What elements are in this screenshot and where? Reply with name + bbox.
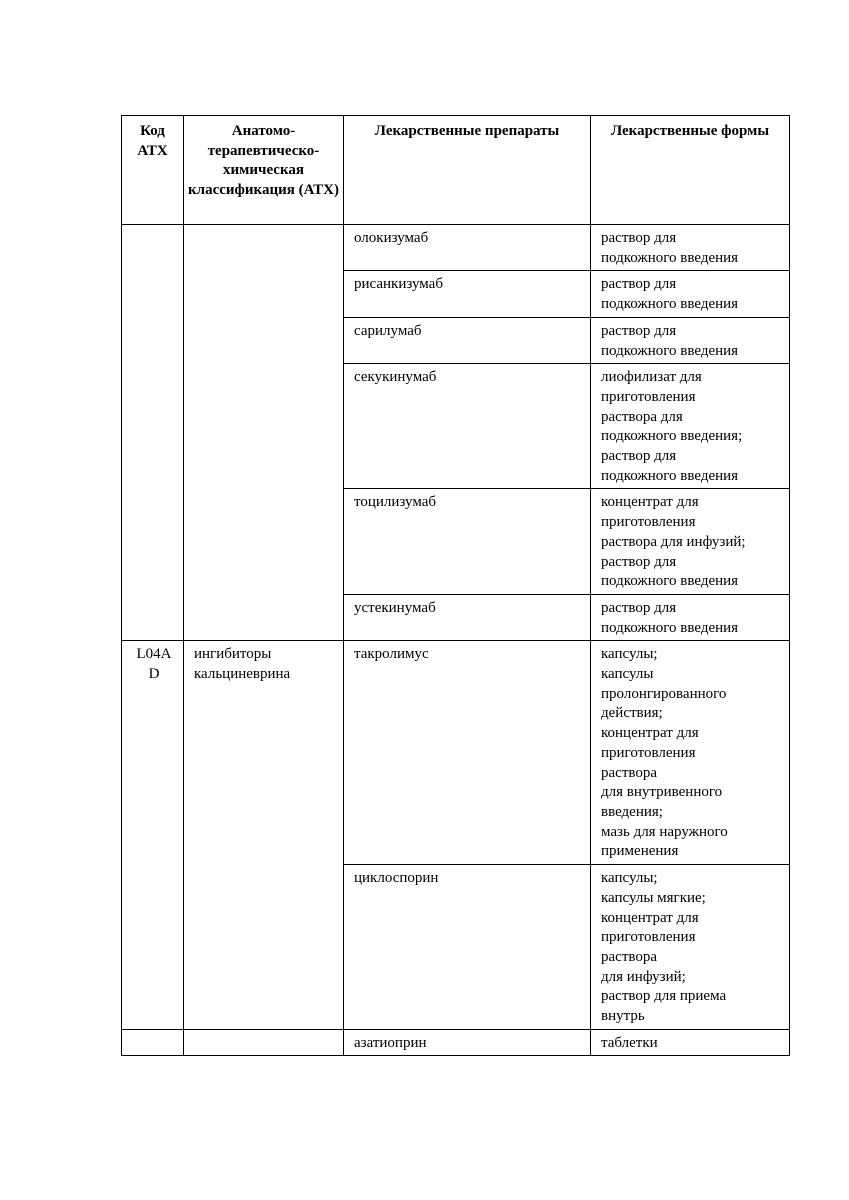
forms-cell: лиофилизат для приготовления раствора для подкожного введения; раствор для подкожного введения xyxy=(591,364,790,489)
classification-cell xyxy=(184,225,344,641)
header-classification: Анатомо-терапевтическо-химическая классификация (АТХ) xyxy=(184,116,344,225)
code-cell: L04AD xyxy=(122,641,184,1029)
drug-table xyxy=(121,115,790,1056)
table-header-row xyxy=(122,116,790,225)
drug-cell: устекинумаб xyxy=(344,594,591,640)
header-code: Код АТХ xyxy=(122,116,184,225)
forms-cell: капсулы; капсулы пролонгированного действия; концентрат для приготовления раствора для внутривенного введения; мазь для наружного применения xyxy=(591,641,790,865)
drug-cell: азатиоприн xyxy=(344,1029,591,1056)
drug-cell: сарилумаб xyxy=(344,317,591,363)
forms-cell: раствор для подкожного введения xyxy=(591,225,790,271)
drug-cell: тоцилизумаб xyxy=(344,489,591,595)
code-cell xyxy=(122,1029,184,1056)
forms-cell: концентрат для приготовления раствора для инфузий; раствор для подкожного введения xyxy=(591,489,790,595)
table-row xyxy=(122,641,790,865)
forms-cell: раствор для подкожного введения xyxy=(591,271,790,317)
classification-cell xyxy=(184,1029,344,1056)
table-row xyxy=(122,1029,790,1056)
header-drugs: Лекарственные препараты xyxy=(344,116,591,225)
forms-cell: таблетки xyxy=(591,1029,790,1056)
forms-cell: капсулы; капсулы мягкие; концентрат для приготовления раствора для инфузий; раствор для приема внутрь xyxy=(591,865,790,1030)
drug-cell: секукинумаб xyxy=(344,364,591,489)
forms-cell: раствор для подкожного введения xyxy=(591,594,790,640)
header-forms: Лекарственные формы xyxy=(591,116,790,225)
drug-cell: олокизумаб xyxy=(344,225,591,271)
drug-cell: циклоспорин xyxy=(344,865,591,1030)
forms-cell: раствор для подкожного введения xyxy=(591,317,790,363)
table-row xyxy=(122,225,790,271)
drug-cell: рисанкизумаб xyxy=(344,271,591,317)
drug-cell: такролимус xyxy=(344,641,591,865)
classification-cell: ингибиторы кальциневрина xyxy=(184,641,344,1029)
code-cell xyxy=(122,225,184,641)
